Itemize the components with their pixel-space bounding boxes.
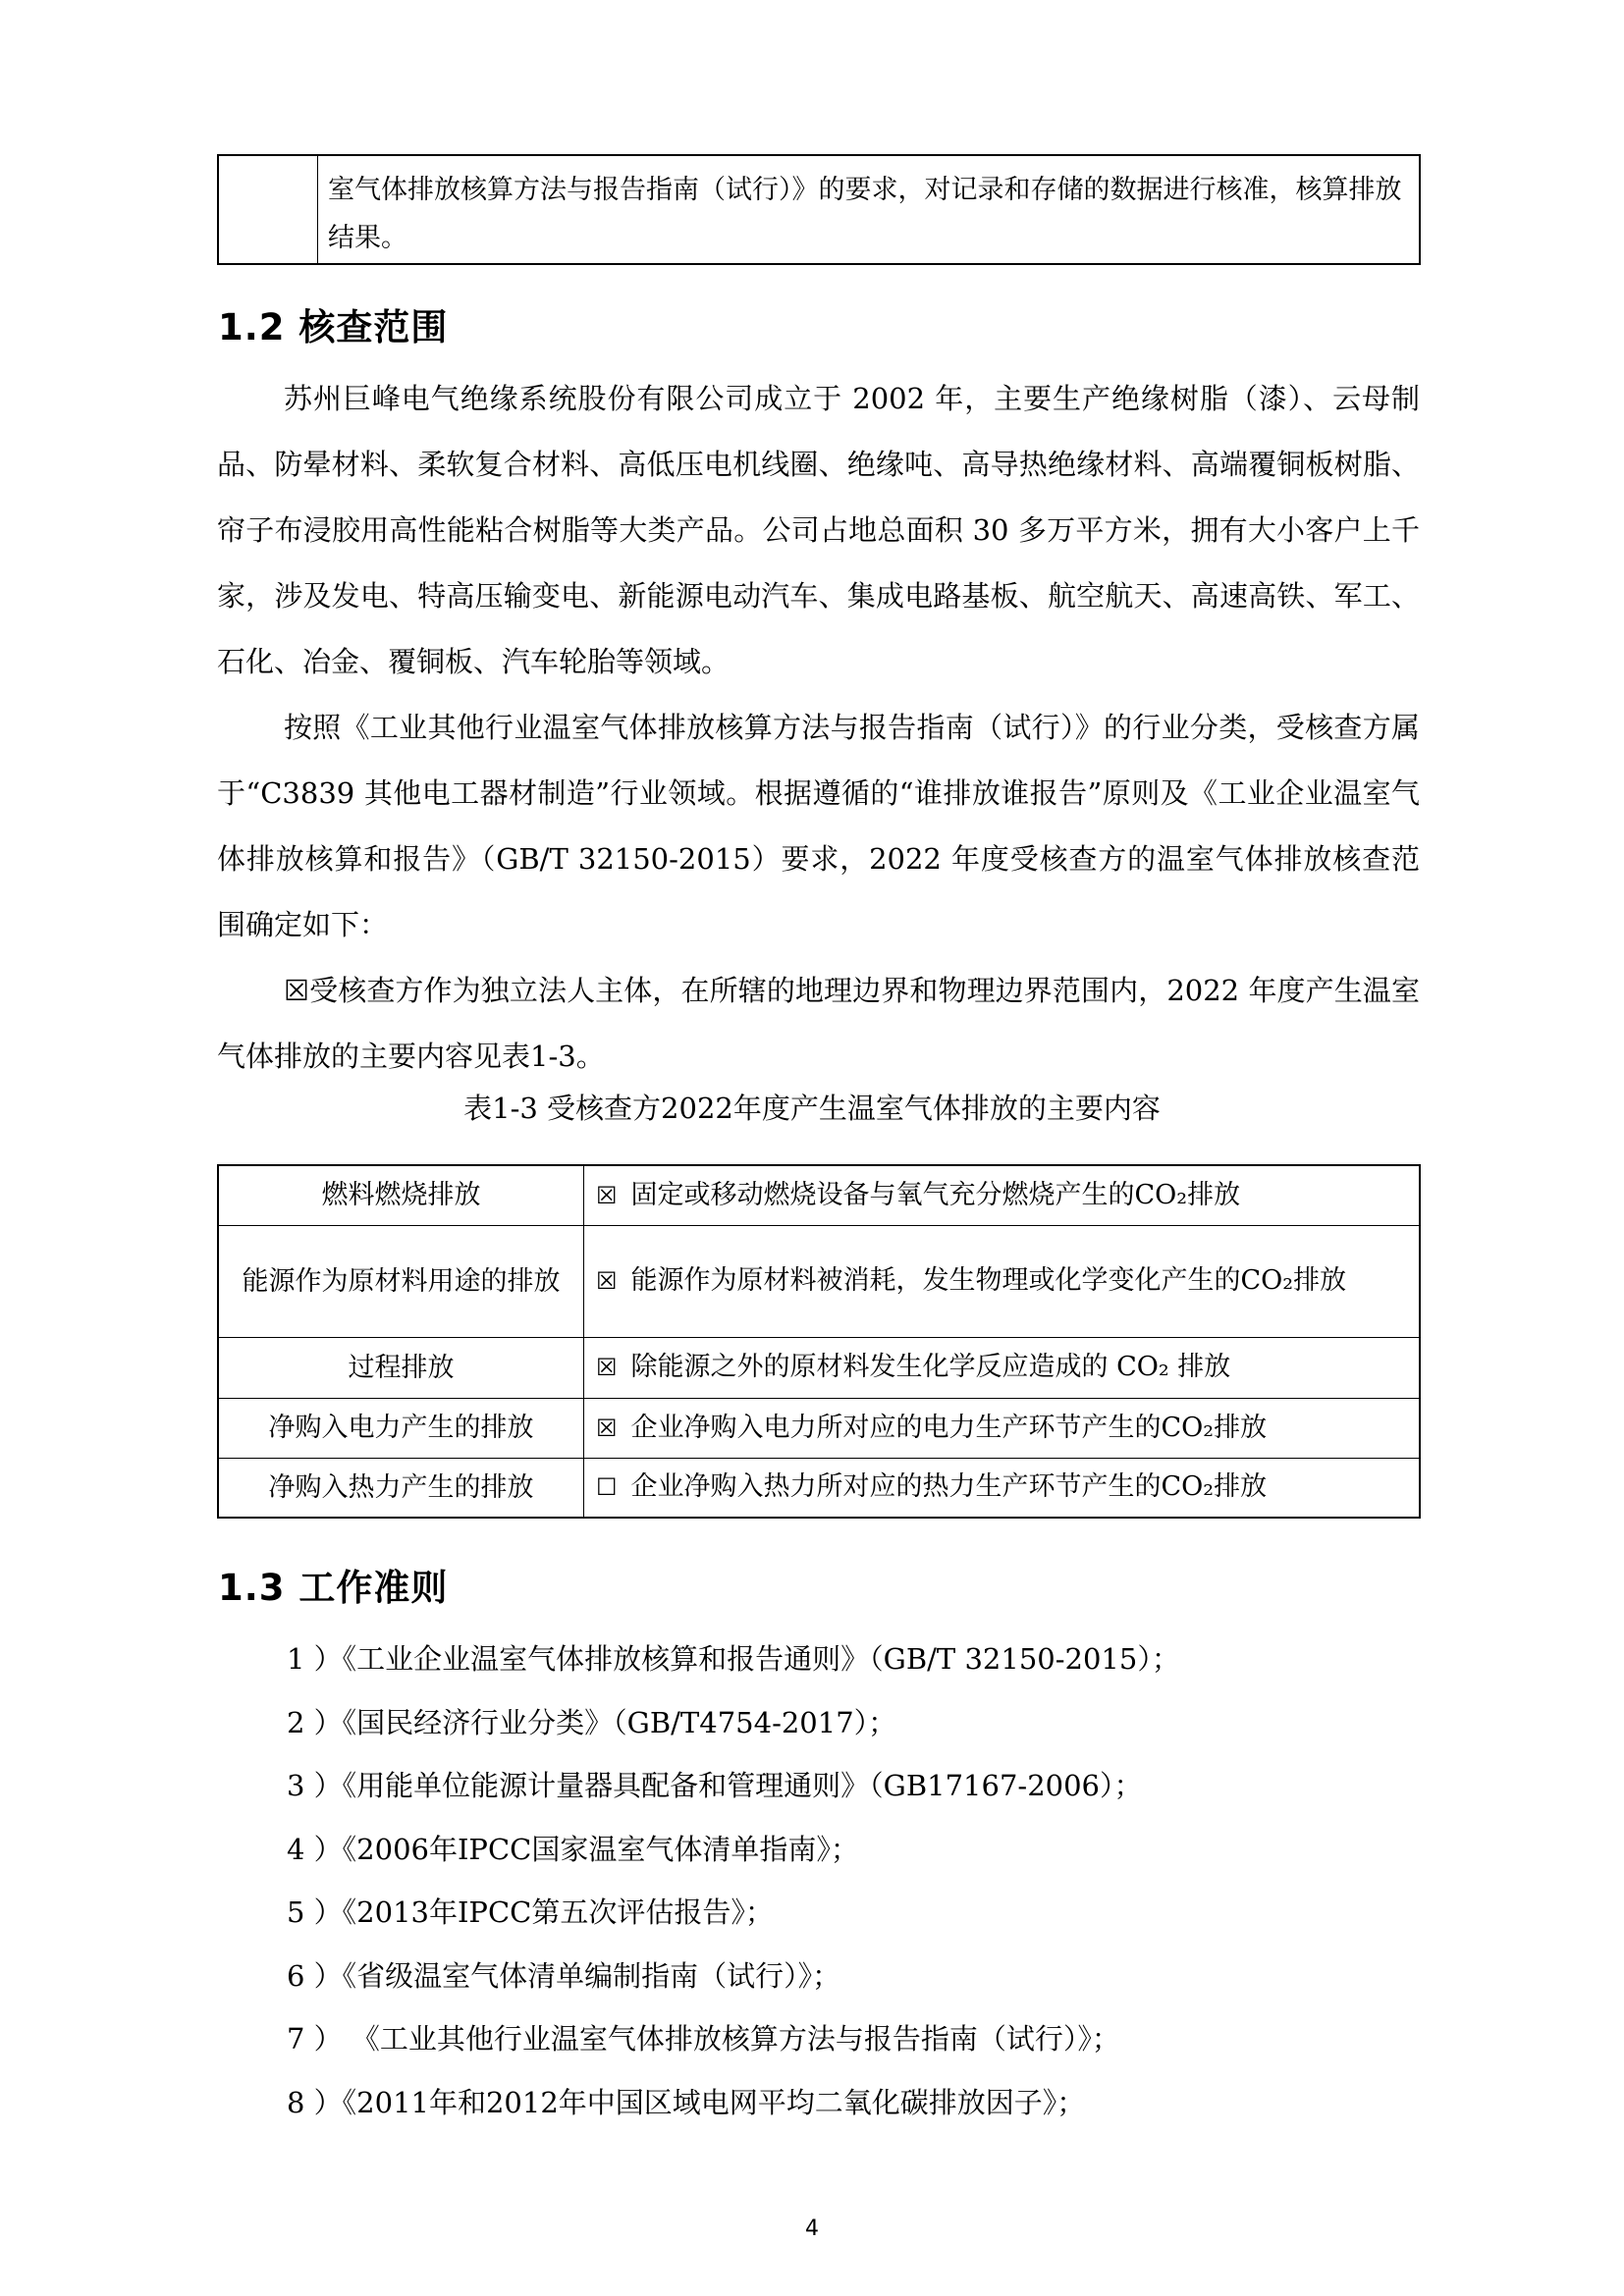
checkbox-icon: ☒: [596, 1414, 618, 1442]
checkbox-icon: ☒: [596, 1267, 618, 1295]
scope-description: 企业净购入电力所对应的电力生产环节产生的CO₂排放: [630, 1412, 1268, 1443]
scope-category: 过程排放: [218, 1337, 584, 1398]
scope-description: 除能源之外的原材料发生化学反应造成的 CO₂ 排放: [630, 1352, 1231, 1382]
table-row: [218, 1458, 1420, 1518]
checkbox-icon: ☒: [596, 1181, 618, 1209]
continuation-table-text-cell: 室气体排放核算方法与报告指南（试行）》的要求，对记录和存储的数据进行核准，核算排放结果。: [318, 155, 1421, 264]
scope-description: 企业净购入热力所对应的热力生产环节产生的CO₂排放: [630, 1471, 1268, 1503]
continuation-table-empty-cell: [218, 155, 318, 264]
emission-scope-table: [217, 1164, 1421, 1519]
table-row: [218, 1225, 1420, 1337]
list-item: 1 ）《工业企业温室气体排放核算和报告通则》（GB/T 32150-2015）；: [287, 1642, 1180, 1676]
scope-category: 燃料燃烧排放: [218, 1165, 584, 1225]
list-item: 8 ）《2011年和2012年中国区域电网平均二氧化碳排放因子》；: [287, 2085, 1086, 2119]
continuation-table: [217, 154, 1421, 265]
checkbox-icon: ☐: [596, 1473, 618, 1502]
scope-statement-paragraph: ☒受核查方作为独立法人主体，在所辖的地理边界和物理边界范围内，2022 年度产生温室气体排放的主要内容见表1-3。: [217, 974, 1420, 1073]
company-intro-paragraph: 苏州巨峰电气绝缘系统股份有限公司成立于 2002 年，主要生产绝缘树脂（漆）、云母制品、防晕材料、柔软复合材料、高低压电机线圈、绝缘吨、高导热绝缘材料、高端覆铜板树脂、帘子布浸胶用高性能粘合树脂等大类产品。公司占地总面积 30 多万平方米，拥有大小客户上千家，涉及发电、特高压输变电、新能源电动汽车、集成电路基板、航空航天、高速高铁、军工、石化、冶金、覆铜板、汽车轮胎等领域。: [217, 382, 1420, 678]
list-item: 3 ）《用能单位能源计量器具配备和管理通则》（GB17167-2006）；: [287, 1769, 1143, 1802]
table-row: [218, 1398, 1420, 1458]
scope-category: 能源作为原材料用途的排放: [218, 1225, 584, 1337]
scope-description-cell: [584, 1225, 1421, 1337]
list-item: 7 ） 《工业其他行业温室气体排放核算方法与报告指南（试行）》；: [287, 2022, 1120, 2056]
list-item: 2 ）《国民经济行业分类》（GB/T4754-2017）；: [287, 1705, 897, 1739]
list-item: 6 ）《省级温室气体清单编制指南（试行）》；: [287, 1958, 841, 1993]
list-item: 5 ）《2013年IPCC第五次评估报告》；: [287, 1896, 774, 1929]
page-number: 4: [805, 2216, 819, 2241]
table-row: [218, 1337, 1420, 1398]
scope-description-cell: [584, 1337, 1421, 1398]
scope-description-cell: [584, 1458, 1421, 1518]
scope-description-cell: [584, 1398, 1421, 1458]
scope-basis-paragraph: 按照《工业其他行业温室气体排放核算方法与报告指南（试行）》的行业分类，受核查方属于“C3839 其他电工器材制造”行业领域。根据遵循的“谁排放谁报告”原则及《工业企业温室气体排放核算和报告》（GB/T 32150-2015）要求，2022 年度受核查方的温室气体排放核查范围确定如下：: [217, 711, 1420, 941]
section-heading-1-2: 1.2 核查范围: [218, 306, 449, 348]
scope-description-cell: [584, 1165, 1421, 1225]
section-heading-1-3: 1.3 工作准则: [218, 1567, 449, 1609]
scope-category: 净购入热力产生的排放: [218, 1458, 584, 1518]
checkbox-icon: ☒: [596, 1354, 618, 1381]
scope-category: 净购入电力产生的排放: [218, 1398, 584, 1458]
scope-description: 固定或移动燃烧设备与氧气充分燃烧产生的CO₂排放: [630, 1179, 1241, 1210]
table-row: [218, 1165, 1420, 1225]
scope-description: 能源作为原材料被消耗，发生物理或化学变化产生的CO₂排放: [630, 1265, 1347, 1296]
table-caption: 表1-3 受核查方2022年度产生温室气体排放的主要内容: [463, 1092, 1161, 1125]
reference-list: [287, 1628, 1180, 2134]
list-item: 4 ）《2006年IPCC国家温室气体清单指南》；: [287, 1832, 859, 1866]
